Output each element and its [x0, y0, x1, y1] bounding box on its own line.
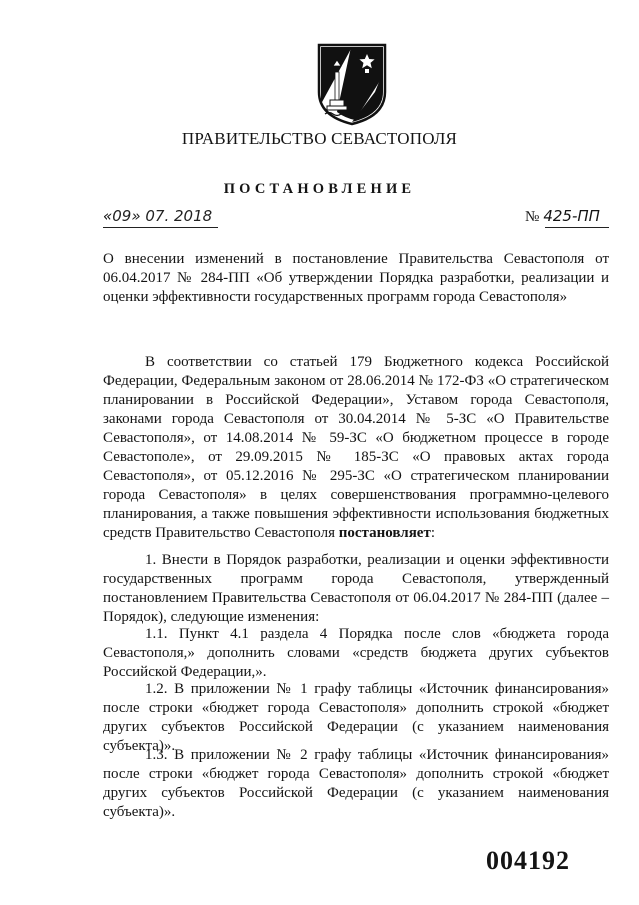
government-title: ПРАВИТЕЛЬСТВО СЕВАСТОПОЛЯ: [181, 129, 458, 148]
item-1-2: 1.2. В приложении № 1 графу таблицы «Источник финансирования» после строки «бюджет города Севастополя» дополнить строкой «бюджет других субъектов Российской Федерации (с указанием наименования субъекта)».: [103, 681, 609, 754]
decree-subject: О внесении изменений в постановление Правительства Севастополя от 06.04.2017 № 284-ПП «Об утверждении Порядка разработки, реализации и оценки эффективности государственных программ города Севастополя»: [103, 251, 609, 305]
date-handwritten: 09» 07. 2018: [112, 207, 213, 225]
preamble-paragraph: [103, 353, 609, 543]
item-1-3: 1.3. В приложении № 2 графу таблицы «Источник финансирования» после строки «бюджет города Севастополя» дополнить строкой «бюджет других субъектов Российской Федерации (с указанием наименования субъекта)».: [103, 747, 609, 820]
date-open-quote: «: [103, 207, 113, 225]
number-handwritten: 425-ПП: [543, 207, 600, 225]
preamble-keyword: постановляет: [338, 525, 431, 541]
serial-number: 004192: [486, 846, 570, 875]
number-underline: [545, 227, 609, 228]
preamble-end: :: [430, 525, 436, 541]
preamble-text: В соответствии со статьей 179 Бюджетного кодекса Российской Федерации, Федеральным законом от 28.06.2014 № 172-ФЗ «О стратегическом планировании в Российской Федерации», Уставом города Севастополя, законами города Севастополя от 30.04.2014 № 5-ЗС «О Правительстве Севастополя», от 14.08.2014 № 59-ЗС «О бюджетном процессе в городе Севастополе», от 29.09.2015 № 185-ЗС «О правовых актах города Севастополя», от 05.12.2016 № 295-ЗС «О стратегическом планировании города Севастополя» в целях совершенствования программно-целевого планирования, а также повышения эффективности использования бюджетных средств Правительство Севастополя: [103, 354, 609, 541]
sevastopol-coat-of-arms-icon: [315, 42, 389, 126]
item-1-1: 1.1. Пункт 4.1 раздела 4 Порядка после слов «бюджета города Севастополя,» дополнить словами «средств бюджета других субъектов Российской Федерации,».: [103, 626, 609, 680]
number-prefix: №: [525, 209, 540, 225]
date-underline: [103, 227, 218, 228]
decree-date: [103, 207, 212, 225]
document-type-title: ПОСТАНОВЛЕНИЕ: [223, 181, 416, 197]
decree-number: [525, 207, 600, 226]
item-1: 1. Внести в Порядок разработки, реализации и оценки эффективности государственных программ города Севастополя, утвержденный постановлением Правительства Севастополя от 06.04.2017 № 284-ПП (далее – Порядок), следующие изменения:: [103, 552, 609, 625]
